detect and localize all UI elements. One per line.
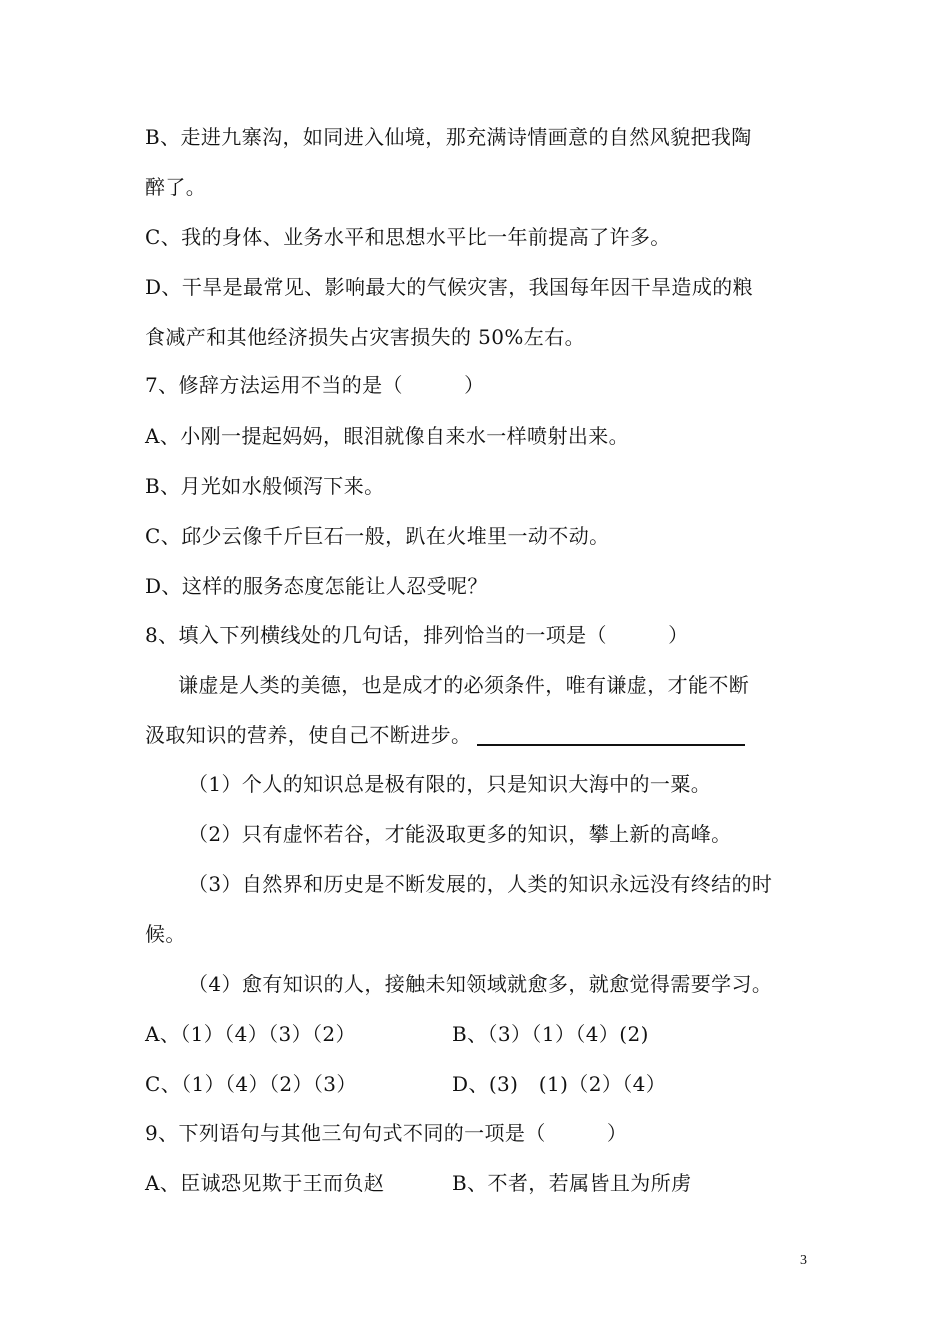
q8-passage-line2: [145, 722, 825, 748]
q9-option-b: B、不者，若属皆且为所虏: [452, 1171, 692, 1195]
q8-option-c: C、（1）（4）（2）（3）: [145, 1072, 357, 1096]
page-number: 3: [800, 1253, 807, 1268]
q8-sentence-1: （1）个人的知识总是极有限的，只是知识大海中的一粟。: [188, 772, 712, 796]
q8-sentence-3-line1: （3）自然界和历史是不断发展的，人类的知识永远没有终结的时: [188, 872, 773, 896]
q8-passage-text: 汲取知识的营养，使自己不断进步。: [145, 723, 472, 747]
q8-options-row1: [145, 1021, 825, 1047]
q8-option-b: B、（3）（1）（4）(2): [452, 1022, 649, 1046]
q9-stem: 9、下列语句与其他三句句式不同的一项是（ ）: [145, 1121, 628, 1145]
q6-option-b-line2: 醉了。: [145, 175, 207, 199]
q8-sentence-3-line2: 候。: [145, 922, 186, 946]
q9-option-a: A、臣诚恐见欺于王而负赵: [145, 1171, 385, 1195]
q6-option-c: C、我的身体、业务水平和思想水平比一年前提高了许多。: [145, 225, 671, 249]
q8-sentence-4: （4）愈有知识的人，接触未知领域就愈多，就愈觉得需要学习。: [188, 972, 773, 996]
q6-option-d-line2: 食减产和其他经济损失占灾害损失的 50%左右。: [145, 325, 586, 349]
q7-option-c: C、邱少云像千斤巨石一般，趴在火堆里一动不动。: [145, 524, 610, 548]
q7-stem: 7、修辞方法运用不当的是（ ）: [145, 373, 485, 397]
q8-option-d: D、(3) (1)（2）（4）: [452, 1072, 667, 1096]
q7-option-b: B、月光如水般倾泻下来。: [145, 474, 385, 498]
q8-sentence-2: （2）只有虚怀若谷，才能汲取更多的知识，攀上新的高峰。: [188, 822, 732, 846]
q8-stem: 8、填入下列横线处的几句话，排列恰当的一项是（ ）: [145, 623, 689, 647]
q9-options-row1: [145, 1170, 825, 1196]
q8-option-a: A、（1）（4）（3）（2）: [145, 1022, 356, 1046]
answer-blank: [477, 724, 745, 746]
q7-option-a: A、小刚一提起妈妈，眼泪就像自来水一样喷射出来。: [145, 424, 630, 448]
q7-option-d: D、这样的服务态度怎能让人忍受呢？: [145, 574, 488, 598]
q8-passage-line1: 谦虚是人类的美德，也是成才的必须条件，唯有谦虚，才能不断: [178, 673, 750, 697]
q6-option-b-line1: B、走进九寨沟，如同进入仙境，那充满诗情画意的自然风貌把我陶: [145, 125, 752, 149]
q6-option-d-line1: D、干旱是最常见、影响最大的气候灾害，我国每年因干旱造成的粮: [145, 275, 754, 299]
q8-options-row2: [145, 1071, 825, 1097]
